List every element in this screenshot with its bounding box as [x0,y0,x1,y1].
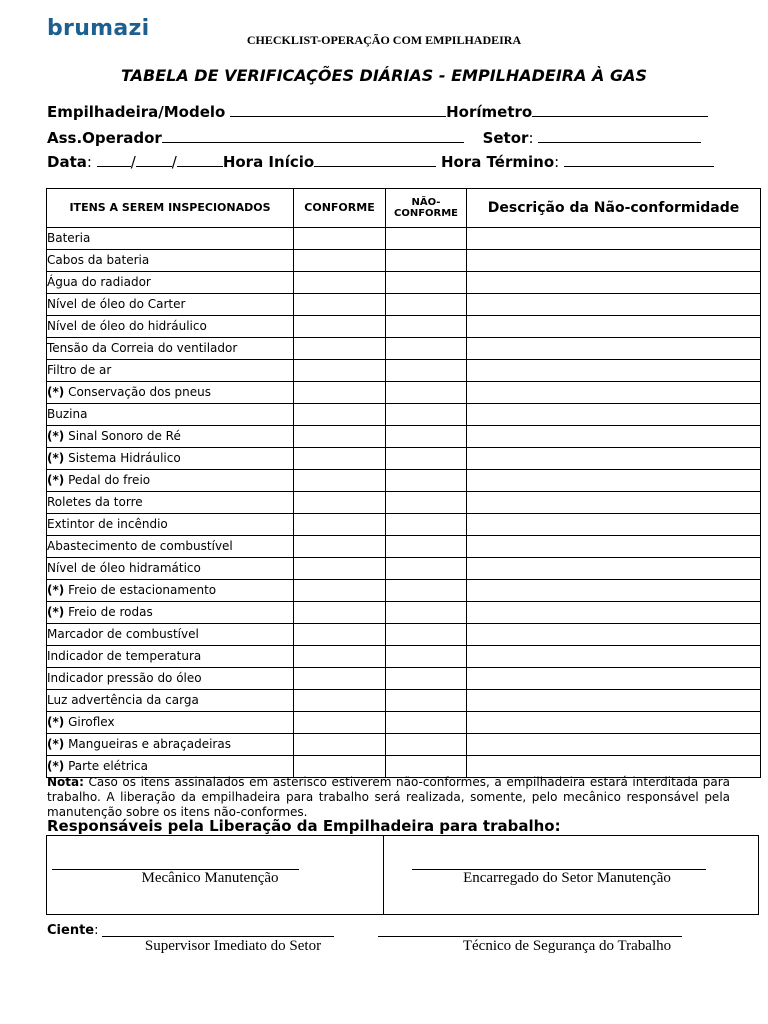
descricao-cell[interactable] [467,536,761,558]
nao-conforme-cell[interactable] [386,580,467,602]
item-cell [47,470,294,492]
conforme-cell[interactable] [294,580,386,602]
item-label: Luz advertência da carga [47,693,199,707]
table-row [47,712,761,734]
table-row [47,294,761,316]
item-cell [47,514,294,536]
descricao-cell[interactable] [467,558,761,580]
nao-conforme-cell[interactable] [386,514,467,536]
document-header: CHECKLIST-OPERAÇÃO COM EMPILHADEIRA [246,33,522,47]
table-row [47,668,761,690]
hora-termino-input[interactable] [564,153,714,167]
critical-flag: (*) [47,715,65,729]
item-cell [47,448,294,470]
conforme-cell[interactable] [294,470,386,492]
item-cell [47,404,294,426]
nao-conforme-cell[interactable] [386,668,467,690]
conforme-cell[interactable] [294,536,386,558]
box-divider [383,836,384,914]
item-label: Buzina [47,407,88,421]
nao-conforme-cell[interactable] [386,448,467,470]
conforme-cell[interactable] [294,492,386,514]
encarregado-signature-label: Encarregado do Setor Manutenção [463,870,671,886]
horimetro-input[interactable] [532,103,708,117]
item-label: Sinal Sonoro de Ré [68,429,181,443]
empilhadeira-input[interactable] [230,103,446,117]
conforme-cell[interactable] [294,426,386,448]
data-year-input[interactable] [177,153,223,167]
descricao-cell[interactable] [467,382,761,404]
conforme-cell[interactable] [294,690,386,712]
descricao-cell[interactable] [467,228,761,250]
item-label: Nível de óleo do hidráulico [47,319,207,333]
horimetro-label: Horímetro [446,103,533,121]
item-cell [47,602,294,624]
item-cell [47,734,294,756]
descricao-cell[interactable] [467,690,761,712]
field-row-operador: Ass.Operador Setor: [47,129,701,147]
ass-operador-label: Ass.Operador [47,129,162,147]
table-row [47,404,761,426]
header-items: ITENS A SEREM INSPECIONADOS [47,189,294,228]
conforme-cell[interactable] [294,734,386,756]
item-cell [47,426,294,448]
item-label: Parte elétrica [68,759,148,773]
tecnico-signature-line[interactable] [378,936,682,937]
item-label: Sistema Hidráulico [68,451,181,465]
nao-conforme-cell[interactable] [386,492,467,514]
item-cell [47,536,294,558]
table-row [47,492,761,514]
table-row [47,514,761,536]
conforme-cell[interactable] [294,646,386,668]
item-label: Pedal do freio [68,473,151,487]
item-label: Tensão da Correia do ventilador [47,341,238,355]
nao-conforme-cell[interactable] [386,536,467,558]
descricao-cell[interactable] [467,316,761,338]
item-cell [47,360,294,382]
release-signature-box [46,835,759,915]
item-label: Filtro de ar [47,363,112,377]
descricao-cell[interactable] [467,294,761,316]
table-row [47,250,761,272]
table-row [47,272,761,294]
descricao-cell[interactable] [467,360,761,382]
nao-conforme-cell[interactable] [386,646,467,668]
item-label: Giroflex [68,715,115,729]
item-cell [47,668,294,690]
descricao-cell[interactable] [467,602,761,624]
nao-conforme-cell[interactable] [386,558,467,580]
item-cell [47,272,294,294]
descricao-cell[interactable] [467,668,761,690]
item-label: Nível de óleo do Carter [47,297,186,311]
critical-flag: (*) [47,429,65,443]
setor-input[interactable] [538,129,701,143]
descricao-cell[interactable] [467,426,761,448]
item-cell [47,338,294,360]
descricao-cell[interactable] [467,712,761,734]
descricao-cell[interactable] [467,624,761,646]
data-label: Data [47,153,87,171]
empilhadeira-label: Empilhadeira/Modelo [47,103,226,121]
critical-flag: (*) [47,473,65,487]
critical-flag: (*) [47,737,65,751]
conforme-cell[interactable] [294,316,386,338]
item-label: Freio de rodas [68,605,153,619]
item-cell [47,294,294,316]
nao-conforme-cell[interactable] [386,624,467,646]
item-label: Roletes da torre [47,495,143,509]
table-row [47,624,761,646]
item-label: Cabos da bateria [47,253,150,267]
header-descricao: Descrição da Não-conformidade [467,189,761,228]
item-cell [47,580,294,602]
table-row [47,382,761,404]
table-row [47,580,761,602]
descricao-cell[interactable] [467,338,761,360]
setor-label: Setor [482,129,529,147]
nao-conforme-cell[interactable] [386,316,467,338]
brumazi-logo: brumazi [47,16,150,41]
item-label: Nível de óleo hidramático [47,561,201,575]
descricao-cell[interactable] [467,404,761,426]
item-label: Indicador de temperatura [47,649,202,663]
nao-conforme-cell[interactable] [386,228,467,250]
nao-conforme-cell[interactable] [386,294,467,316]
conforme-cell[interactable] [294,624,386,646]
data-day-input[interactable] [97,153,131,167]
item-label: Freio de estacionamento [68,583,217,597]
table-row [47,448,761,470]
hora-inicio-input[interactable] [314,153,436,167]
critical-flag: (*) [47,385,65,399]
descricao-cell[interactable] [467,448,761,470]
nao-conforme-cell[interactable] [386,360,467,382]
field-row-empilhadeira [47,103,708,121]
descricao-cell[interactable] [467,646,761,668]
conforme-cell[interactable] [294,712,386,734]
conforme-cell[interactable] [294,448,386,470]
item-cell [47,646,294,668]
descricao-cell[interactable] [467,470,761,492]
field-row-data: Data: / / Hora Início Hora Término: [47,153,714,171]
nao-conforme-cell[interactable] [386,382,467,404]
table-row [47,646,761,668]
table-row [47,338,761,360]
note-text: Caso os itens assinalados em asterisco estiverem não-conformes, a empilhadeira estará interditada para trabalho. A liberação da empilhadeira para trabalho será realizada, somente, pelo mecânico responsável pela manutenção sobre os itens não-conformes. [47,775,730,819]
note [47,775,730,820]
item-label: Bateria [47,231,91,245]
descricao-cell[interactable] [467,514,761,536]
critical-flag: (*) [47,605,65,619]
critical-flag: (*) [47,583,65,597]
table-row [47,470,761,492]
nao-conforme-cell[interactable] [386,404,467,426]
descricao-cell[interactable] [467,734,761,756]
release-title: Responsáveis pela Liberação da Empilhadeira para trabalho: [47,817,561,835]
hora-termino-label: Hora Término [440,153,555,171]
header-conforme: CONFORME [294,189,386,228]
nao-conforme-cell[interactable] [386,712,467,734]
nao-conforme-cell[interactable] [386,426,467,448]
conforme-cell[interactable] [294,228,386,250]
data-month-input[interactable] [136,153,172,167]
descricao-cell[interactable] [467,580,761,602]
page-title: TABELA DE VERIFICAÇÕES DIÁRIAS - EMPILHADEIRA À GAS [120,66,648,85]
table-header-row [47,189,761,228]
ciente-label: Ciente [47,923,95,938]
table-row [47,536,761,558]
header-nao-conforme: NÃO-CONFORME [386,189,467,228]
item-cell [47,690,294,712]
nao-conforme-cell[interactable] [386,690,467,712]
item-cell [47,316,294,338]
nao-conforme-cell[interactable] [386,272,467,294]
item-cell [47,228,294,250]
conforme-cell[interactable] [294,668,386,690]
mecanico-signature-label: Mecânico Manutenção [141,870,279,886]
table-row [47,228,761,250]
item-label: Extintor de incêndio [47,517,168,531]
item-label: Mangueiras e abraçadeiras [68,737,231,751]
nao-conforme-cell[interactable] [386,602,467,624]
item-cell [47,250,294,272]
ciente-row: Ciente: [47,923,99,938]
nao-conforme-cell[interactable] [386,470,467,492]
descricao-cell[interactable] [467,492,761,514]
conforme-cell[interactable] [294,360,386,382]
item-cell [47,624,294,646]
item-label: Água do radiador [47,275,151,289]
tecnico-signature-label: Técnico de Segurança do Trabalho [462,938,672,954]
ass-operador-input[interactable] [162,129,464,143]
item-label: Abastecimento de combustível [47,539,233,553]
table-row [47,316,761,338]
table-row [47,426,761,448]
item-cell [47,712,294,734]
conforme-cell[interactable] [294,272,386,294]
table-body [47,228,761,778]
nao-conforme-cell[interactable] [386,338,467,360]
conforme-cell[interactable] [294,382,386,404]
item-cell [47,382,294,404]
conforme-cell[interactable] [294,294,386,316]
conforme-cell[interactable] [294,404,386,426]
conforme-cell[interactable] [294,602,386,624]
descricao-cell[interactable] [467,250,761,272]
note-label: Nota: [47,775,84,789]
descricao-cell[interactable] [467,272,761,294]
conforme-cell[interactable] [294,558,386,580]
conforme-cell[interactable] [294,338,386,360]
critical-flag: (*) [47,759,65,773]
table-row [47,602,761,624]
table-row [47,690,761,712]
item-label: Indicador pressão do óleo [47,671,202,685]
nao-conforme-cell[interactable] [386,250,467,272]
item-label: Marcador de combustível [47,627,199,641]
item-label: Conservação dos pneus [68,385,212,399]
table-row [47,558,761,580]
inspection-table [46,188,761,778]
item-cell [47,558,294,580]
table-row [47,360,761,382]
supervisor-signature-line[interactable] [102,936,334,937]
nao-conforme-cell[interactable] [386,734,467,756]
table-row [47,734,761,756]
hora-inicio-label: Hora Início [222,153,315,171]
conforme-cell[interactable] [294,250,386,272]
supervisor-signature-label: Supervisor Imediato do Setor [144,938,322,954]
conforme-cell[interactable] [294,514,386,536]
critical-flag: (*) [47,451,65,465]
item-cell [47,492,294,514]
